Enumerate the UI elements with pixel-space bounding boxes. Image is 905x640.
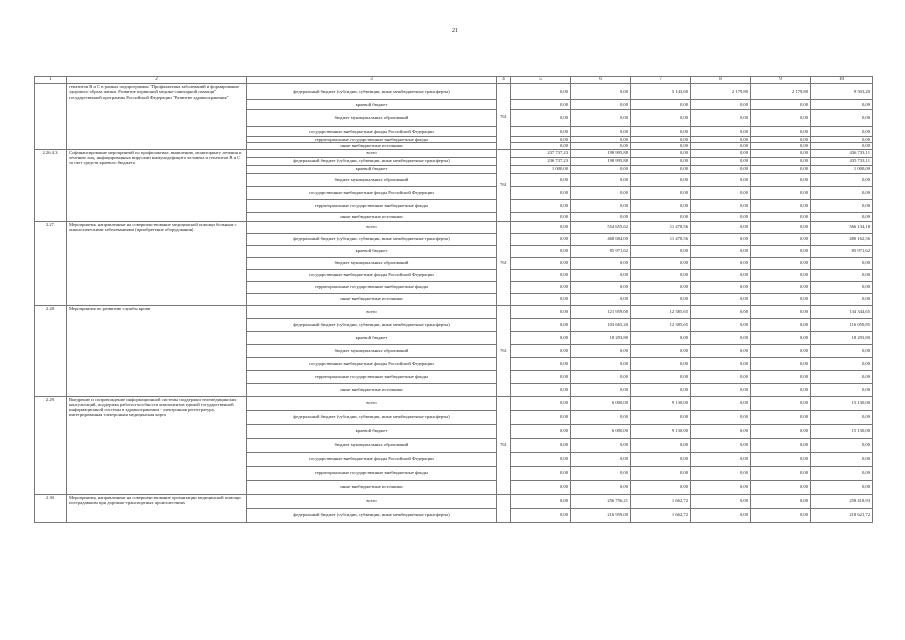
total-value: 0,00 — [811, 410, 873, 424]
funding-source: государственные внебюджетные фонды Российской Федерации — [247, 269, 497, 281]
table-row — [35, 396, 873, 410]
year-value: 0,00 — [691, 110, 751, 127]
funding-source: государственные внебюджетные фонды Российской Федерации — [247, 452, 497, 466]
year-value: 0,00 — [571, 84, 631, 100]
year-value: 0,00 — [691, 269, 751, 281]
column-number: 5 — [511, 77, 571, 84]
year-value: 0,00 — [511, 305, 571, 318]
year-value: 1 000,00 — [511, 165, 571, 173]
year-value: 1 662,72 — [631, 494, 691, 508]
year-value: 2 179,80 — [691, 84, 751, 100]
year-value: 0,00 — [511, 452, 571, 466]
year-value: 198 995,88 — [571, 157, 631, 165]
year-value: 0,00 — [631, 331, 691, 344]
total-value: 0,00 — [811, 143, 873, 149]
total-value: 116 050,85 — [811, 318, 873, 331]
funding-source: бюджет муниципальных образований — [247, 438, 497, 452]
year-value: 0,00 — [511, 269, 571, 281]
year-value: 12 385,65 — [631, 318, 691, 331]
year-value: 0,00 — [631, 245, 691, 257]
funding-source: федеральный бюджет (субсидии, субвенции, иные межбюджетные трансферты) — [247, 233, 497, 245]
year-value: 0,00 — [751, 199, 811, 212]
year-value: 0,00 — [751, 221, 811, 233]
year-value: 0,00 — [511, 281, 571, 293]
year-value: 0,00 — [511, 494, 571, 508]
year-value: 0,00 — [571, 293, 631, 305]
year-value: 0,00 — [691, 480, 751, 494]
year-value: 0,00 — [511, 221, 571, 233]
year-value: 0,00 — [511, 212, 571, 221]
year-value: 0,00 — [691, 357, 751, 370]
year-value: 0,00 — [571, 281, 631, 293]
year-value: 0,00 — [571, 257, 631, 269]
year-value: 0,00 — [511, 396, 571, 410]
year-value: 0,00 — [751, 100, 811, 110]
year-value: 0,00 — [751, 293, 811, 305]
year-value: 0,00 — [751, 466, 811, 480]
year-value: 0,00 — [631, 293, 691, 305]
funding-source: федеральный бюджет (субсидии, субвенции, иные межбюджетные трансферты) — [247, 84, 497, 100]
year-value: 236 737,23 — [511, 157, 571, 165]
total-value: 0,00 — [811, 173, 873, 186]
year-value: 103 665,20 — [571, 318, 631, 331]
year-value: 0,00 — [631, 269, 691, 281]
year-value: 0,00 — [571, 212, 631, 221]
total-value: 18 293,80 — [811, 331, 873, 344]
total-value: 0,00 — [811, 137, 873, 143]
item-number — [35, 84, 67, 150]
total-value: 258 418,93 — [811, 494, 873, 508]
year-value: 0,00 — [511, 186, 571, 199]
column-number: 2 — [67, 77, 247, 84]
total-value: 0,00 — [811, 110, 873, 127]
year-value: 0,00 — [631, 143, 691, 149]
year-value: 0,00 — [511, 143, 571, 149]
year-value: 0,00 — [691, 173, 751, 186]
year-value: 0,00 — [751, 281, 811, 293]
year-value: 0,00 — [631, 110, 691, 127]
page-number: 21 — [452, 28, 458, 34]
year-value: 0,00 — [691, 383, 751, 396]
year-value: 0,00 — [691, 212, 751, 221]
total-value: 436 733,11 — [811, 149, 873, 157]
year-value: 0,00 — [511, 508, 571, 522]
year-value: 0,00 — [511, 137, 571, 143]
funding-source: федеральный бюджет (субсидии, субвенции, иные межбюджетные трансферты) — [247, 157, 497, 165]
year-value: 0,00 — [631, 127, 691, 137]
item-name: Мероприятия, направленные на совершенствование медицинской помощи больным с онкологическими заболеваниями (приобретение оборудования) — [67, 221, 247, 305]
year-value: 0,00 — [631, 410, 691, 424]
total-value: 0,00 — [811, 186, 873, 199]
budget-code — [497, 494, 511, 522]
year-value: 0,00 — [751, 143, 811, 149]
item-number: 2.27. — [35, 221, 67, 305]
funding-source: государственные внебюджетные фонды Российской Федерации — [247, 127, 497, 137]
year-value: 0,00 — [571, 383, 631, 396]
year-value: 0,00 — [631, 480, 691, 494]
year-value: 0,00 — [631, 165, 691, 173]
year-value: 0,00 — [571, 410, 631, 424]
year-value: 0,00 — [511, 438, 571, 452]
year-value: 18 293,80 — [571, 331, 631, 344]
year-value: 5 143,60 — [631, 84, 691, 100]
year-value: 0,00 — [511, 344, 571, 357]
year-value: 0,00 — [691, 257, 751, 269]
table-row — [35, 221, 873, 233]
item-number: 2.29. — [35, 396, 67, 494]
year-value: 0,00 — [691, 370, 751, 383]
year-value: 0,00 — [511, 127, 571, 137]
year-value: 0,00 — [631, 281, 691, 293]
funding-source: государственные внебюджетные фонды Российской Федерации — [247, 357, 497, 370]
year-value: 0,00 — [631, 438, 691, 452]
year-value: 0,00 — [631, 173, 691, 186]
total-value: 0,00 — [811, 480, 873, 494]
year-value: 0,00 — [511, 410, 571, 424]
year-value: 0,00 — [691, 199, 751, 212]
year-value: 0,00 — [751, 508, 811, 522]
total-value: 0,00 — [811, 293, 873, 305]
year-value: 0,00 — [751, 149, 811, 157]
year-value: 0,00 — [691, 424, 751, 438]
funding-source: всего — [247, 305, 497, 318]
year-value: 0,00 — [751, 370, 811, 383]
item-number: 2.26.4.3. — [35, 149, 67, 221]
column-number: 3 — [247, 77, 497, 84]
year-value: 0,00 — [691, 245, 751, 257]
year-value: 0,00 — [571, 143, 631, 149]
year-value: 0,00 — [691, 221, 751, 233]
year-value: 0,00 — [691, 186, 751, 199]
year-value: 0,00 — [571, 344, 631, 357]
column-number: 8 — [691, 77, 751, 84]
budget-table — [34, 76, 873, 523]
year-value: 0,00 — [511, 466, 571, 480]
year-value: 0,00 — [571, 438, 631, 452]
year-value: 0,00 — [751, 233, 811, 245]
column-number: 9 — [751, 77, 811, 84]
total-value: 480 162,56 — [811, 233, 873, 245]
year-value: 0,00 — [571, 186, 631, 199]
year-value: 0,00 — [751, 186, 811, 199]
item-name: гепатитов В и С в рамках подпрограммы "Профилактика заболеваний и формирование здорового образа жизни. Развитие первичной медико-санитарной помощи" государственной программы Российской Федерации "Развитие здравоохранения" — [67, 84, 247, 150]
column-number: 7 — [631, 77, 691, 84]
year-value: 0,00 — [691, 452, 751, 466]
year-value: 0,00 — [511, 173, 571, 186]
year-value: 256 756,21 — [571, 494, 631, 508]
year-value: 0,00 — [751, 318, 811, 331]
year-value: 0,00 — [751, 357, 811, 370]
year-value: 0,00 — [751, 452, 811, 466]
year-value: 0,00 — [691, 396, 751, 410]
funding-source: краевой бюджет — [247, 100, 497, 110]
year-value: 0,00 — [571, 173, 631, 186]
year-value: 0,00 — [631, 199, 691, 212]
year-value: 554 655,62 — [571, 221, 631, 233]
year-value: 0,00 — [511, 199, 571, 212]
year-value: 1 662,72 — [631, 508, 691, 522]
funding-source: территориальные государственные внебюджетные фонды — [247, 466, 497, 480]
year-value: 0,00 — [511, 245, 571, 257]
year-value: 0,00 — [691, 157, 751, 165]
year-value: 0,00 — [511, 110, 571, 127]
year-value: 6 000,00 — [571, 396, 631, 410]
year-value: 0,00 — [691, 331, 751, 344]
funding-source: бюджет муниципальных образований — [247, 110, 497, 127]
year-value: 0,00 — [511, 357, 571, 370]
budget-code: 761 — [497, 305, 511, 396]
year-value: 0,00 — [511, 370, 571, 383]
year-value: 0,00 — [511, 383, 571, 396]
year-value: 0,00 — [631, 100, 691, 110]
funding-source: краевой бюджет — [247, 165, 497, 173]
total-value: 0,00 — [811, 199, 873, 212]
funding-source: иные внебюджетные источники — [247, 212, 497, 221]
year-value: 0,00 — [751, 383, 811, 396]
year-value: 0,00 — [631, 383, 691, 396]
total-value: 0,00 — [811, 466, 873, 480]
year-value: 0,00 — [631, 452, 691, 466]
budget-code: 761 — [497, 221, 511, 305]
total-value: 15 130,00 — [811, 396, 873, 410]
year-value: 0,00 — [691, 293, 751, 305]
funding-source: всего — [247, 396, 497, 410]
year-value: 0,00 — [751, 173, 811, 186]
year-value: 0,00 — [691, 466, 751, 480]
year-value: 0,00 — [751, 137, 811, 143]
year-value: 0,00 — [691, 508, 751, 522]
year-value: 0,00 — [751, 245, 811, 257]
funding-source: всего — [247, 221, 497, 233]
year-value: 0,00 — [571, 269, 631, 281]
funding-source: территориальные государственные внебюджетные фонды — [247, 199, 497, 212]
total-value: 85 971,62 — [811, 245, 873, 257]
year-value: 0,00 — [691, 149, 751, 157]
year-value: 0,00 — [691, 438, 751, 452]
year-value: 0,00 — [691, 410, 751, 424]
year-value: 0,00 — [511, 233, 571, 245]
year-value: 0,00 — [571, 370, 631, 383]
funding-source: бюджет муниципальных образований — [247, 344, 497, 357]
year-value: 9 130,00 — [631, 396, 691, 410]
year-value: 0,00 — [571, 137, 631, 143]
year-value: 6 000,00 — [571, 424, 631, 438]
funding-source: иные внебюджетные источники — [247, 383, 497, 396]
year-value: 0,00 — [751, 480, 811, 494]
year-value: 216 959,00 — [571, 508, 631, 522]
year-value: 0,00 — [691, 165, 751, 173]
column-number: 6 — [571, 77, 631, 84]
table-row — [35, 305, 873, 318]
budget-code: 761 — [497, 84, 511, 150]
year-value: 468 684,00 — [571, 233, 631, 245]
item-name: Софинансирование мероприятий по профилактике, выявлению, мониторингу лечения и лечению лиц, инфицированных вирусами иммунодефицита человека и гепатитов В и С за счет средств краевого бюджета — [67, 149, 247, 221]
total-value: 0,00 — [811, 383, 873, 396]
year-value: 0,00 — [691, 143, 751, 149]
year-value: 12 385,65 — [631, 305, 691, 318]
year-value: 2 179,80 — [751, 84, 811, 100]
year-value: 0,00 — [571, 480, 631, 494]
total-value: 435 733,11 — [811, 157, 873, 165]
year-value: 9 130,00 — [631, 424, 691, 438]
year-value: 0,00 — [571, 199, 631, 212]
funding-source: государственные внебюджетные фонды Российской Федерации — [247, 186, 497, 199]
column-number-row — [35, 77, 873, 84]
year-value: 0,00 — [691, 281, 751, 293]
year-value: 0,00 — [631, 149, 691, 157]
total-value: 566 134,18 — [811, 221, 873, 233]
year-value: 0,00 — [571, 100, 631, 110]
funding-source: всего — [247, 149, 497, 157]
total-value: 15 130,00 — [811, 424, 873, 438]
budget-code: 761 — [497, 396, 511, 494]
year-value: 0,00 — [571, 452, 631, 466]
funding-source: бюджет муниципальных образований — [247, 173, 497, 186]
year-value: 0,00 — [751, 424, 811, 438]
table-row — [35, 494, 873, 508]
total-value: 0,00 — [811, 212, 873, 221]
funding-source: краевой бюджет — [247, 424, 497, 438]
total-value: 0,00 — [811, 357, 873, 370]
year-value: 0,00 — [751, 305, 811, 318]
year-value: 0,00 — [511, 257, 571, 269]
year-value: 0,00 — [571, 466, 631, 480]
year-value: 0,00 — [751, 331, 811, 344]
year-value: 0,00 — [751, 344, 811, 357]
year-value: 0,00 — [631, 257, 691, 269]
total-value: 134 344,65 — [811, 305, 873, 318]
year-value: 0,00 — [571, 127, 631, 137]
year-value: 0,00 — [691, 494, 751, 508]
column-number: 4 — [497, 77, 511, 84]
total-value: 0,00 — [811, 438, 873, 452]
total-value: 0,00 — [811, 370, 873, 383]
year-value: 0,00 — [691, 318, 751, 331]
year-value: 0,00 — [691, 233, 751, 245]
table-body — [35, 84, 873, 523]
year-value: 0,00 — [511, 424, 571, 438]
funding-source: федеральный бюджет (субсидии, субвенции, иные межбюджетные трансферты) — [247, 318, 497, 331]
year-value: 0,00 — [691, 100, 751, 110]
year-value: 0,00 — [631, 370, 691, 383]
funding-source: иные внебюджетные источники — [247, 143, 497, 149]
year-value: 0,00 — [631, 137, 691, 143]
funding-source: бюджет муниципальных образований — [247, 257, 497, 269]
year-value: 0,00 — [751, 410, 811, 424]
item-name: Мероприятия, направленные на совершенствование организации медицинской помощи пострадавшим при дорожно-транспортных происшествиях — [67, 494, 247, 522]
total-value: 0,00 — [811, 269, 873, 281]
year-value: 11 478,56 — [631, 221, 691, 233]
funding-source: территориальные государственные внебюджетные фонды — [247, 137, 497, 143]
total-value: 9 503,20 — [811, 84, 873, 100]
year-value: 0,00 — [751, 127, 811, 137]
funding-source: краевой бюджет — [247, 331, 497, 344]
year-value: 0,00 — [751, 110, 811, 127]
funding-source: краевой бюджет — [247, 245, 497, 257]
year-value: 0,00 — [511, 100, 571, 110]
year-value: 0,00 — [751, 165, 811, 173]
total-value: 0,00 — [811, 344, 873, 357]
total-value: 1 000,00 — [811, 165, 873, 173]
year-value: 0,00 — [631, 212, 691, 221]
table-row — [35, 149, 873, 157]
year-value: 0,00 — [751, 396, 811, 410]
year-value: 0,00 — [751, 157, 811, 165]
total-value: 0,00 — [811, 127, 873, 137]
year-value: 0,00 — [691, 305, 751, 318]
year-value: 0,00 — [571, 110, 631, 127]
year-value: 0,00 — [691, 344, 751, 357]
table-row — [35, 84, 873, 100]
total-value: 0,00 — [811, 100, 873, 110]
year-value: 0,00 — [751, 257, 811, 269]
funding-source: территориальные государственные внебюджетные фонды — [247, 281, 497, 293]
year-value: 0,00 — [511, 84, 571, 100]
funding-source: территориальные государственные внебюджетные фонды — [247, 370, 497, 383]
item-name: Мероприятия по развитию службы крови — [67, 305, 247, 396]
year-value: 237 737,23 — [511, 149, 571, 157]
total-value: 218 621,72 — [811, 508, 873, 522]
year-value: 0,00 — [571, 357, 631, 370]
total-value: 0,00 — [811, 257, 873, 269]
column-number: 1 — [35, 77, 67, 84]
year-value: 0,00 — [691, 127, 751, 137]
funding-source: всего — [247, 494, 497, 508]
item-name: Внедрение и сопровождение информационной системы поддержки телемедицинских консультаций, поддержка работоспособности компонентов единой государственной информационной системы в здравоохранении - электронная регистратура, интегрированная электронная медицинская карта — [67, 396, 247, 494]
year-value: 0,00 — [511, 480, 571, 494]
funding-source: иные внебюджетные источники — [247, 480, 497, 494]
year-value: 0,00 — [631, 157, 691, 165]
year-value: 0,00 — [631, 344, 691, 357]
year-value: 0,00 — [751, 269, 811, 281]
year-value: 0,00 — [751, 494, 811, 508]
funding-source: федеральный бюджет (субсидии, субвенции, иные межбюджетные трансферты) — [247, 508, 497, 522]
year-value: 198 995,88 — [571, 149, 631, 157]
year-value: 0,00 — [631, 186, 691, 199]
funding-source: иные внебюджетные источники — [247, 293, 497, 305]
item-number: 2.28. — [35, 305, 67, 396]
year-value: 0,00 — [511, 293, 571, 305]
column-number: 10 — [811, 77, 873, 84]
year-value: 0,00 — [691, 137, 751, 143]
year-value: 11 478,56 — [631, 233, 691, 245]
year-value: 0,00 — [751, 438, 811, 452]
year-value: 0,00 — [631, 466, 691, 480]
total-value: 0,00 — [811, 452, 873, 466]
year-value: 0,00 — [571, 165, 631, 173]
year-value: 0,00 — [511, 318, 571, 331]
year-value: 0,00 — [751, 212, 811, 221]
year-value: 0,00 — [511, 331, 571, 344]
budget-code: 761 — [497, 149, 511, 221]
year-value: 85 971,62 — [571, 245, 631, 257]
funding-source: федеральный бюджет (субсидии, субвенции, иные межбюджетные трансферты) — [247, 410, 497, 424]
total-value: 0,00 — [811, 281, 873, 293]
item-number: 2.30. — [35, 494, 67, 522]
year-value: 0,00 — [631, 357, 691, 370]
year-value: 121 959,00 — [571, 305, 631, 318]
